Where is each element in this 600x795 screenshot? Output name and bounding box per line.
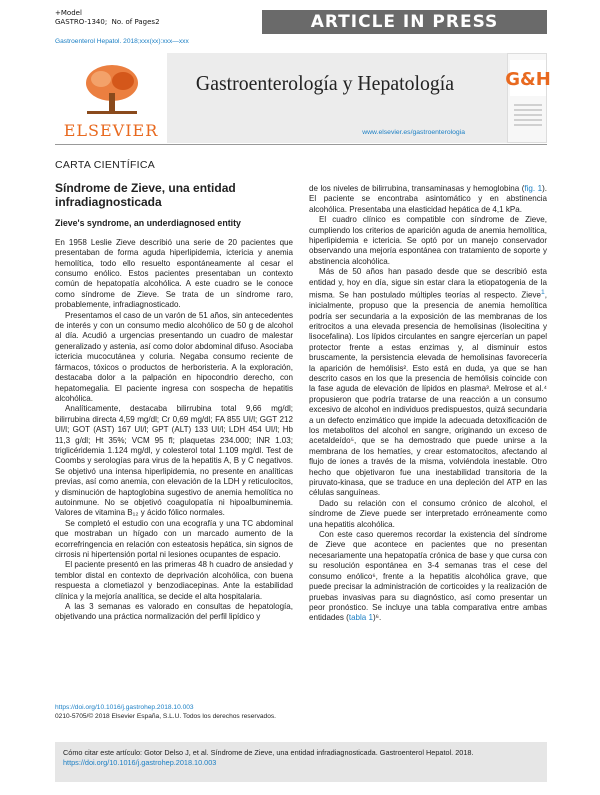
paragraph: Se completó el estudio con una ecografía y una TC abdominal que mostraban un hígado con un marcado aumento de la ecorrefringencia en relación con esteatosis hepática, sin signos de cirrosis ni hipertensión portal ni lesiones ocupantes de espacio. <box>55 518 293 559</box>
top-meta <box>55 9 160 26</box>
article-code: GASTRO-1340; <box>55 17 108 26</box>
gh-logo-icon <box>505 60 551 96</box>
paragraph: Con este caso queremos recordar la existencia del síndrome de Zieve que acontece en pacientes que no presentan necesariamente una hepatopatía crónica de base y que cursa con su resolución espontánea en 3-4 semanas tras el cese del consumo enólico⁶, frente a la hepatitis alcohólica grave, que puede precisar la administración de corticoides y la realización de pruebas invasivas para su diagnóstico, así como presentar un peor pronóstico. Se incluye una tabla comparativa entre ambas entidades (tabla 1)⁶. <box>309 530 547 623</box>
journal-cover <box>505 53 551 143</box>
article-in-press-banner: ARTICLE IN PRESS <box>262 10 547 34</box>
right-column <box>309 184 547 624</box>
table-link[interactable]: tabla 1 <box>348 613 373 623</box>
article-code-line <box>55 18 160 27</box>
journal-url[interactable]: www.elsevier.es/gastroenterologia <box>362 129 465 136</box>
footer <box>55 703 276 721</box>
paragraph: A las 3 semanas es valorado en consultas de hepatología, objetivando una práctica normalización del perfil lipídico y <box>55 602 293 622</box>
citation-text: Cómo citar este artículo: Gotor Delso J, et al. Síndrome de Zieve, una entidad infradiagnosticada. Gastroenterol Hepatol. 2018. <box>63 748 474 757</box>
paragraph: de los niveles de bilirrubina, transaminasas y hemoglobina (fig. 1). El paciente se encontraba asintomático y en abstinencia alcohólica. Presentaba una elasticidad hepática de 4,1 kPa. <box>309 184 547 214</box>
section-label: CARTA CIENTÍFICA <box>55 159 156 171</box>
elsevier-tree-icon <box>77 61 147 117</box>
citation-doi-link[interactable]: https://doi.org/10.1016/j.gastrohep.2018.10.003 <box>63 758 217 767</box>
paragraph: El cuadro clínico es compatible con síndrome de Zieve, cumpliendo los criterios de aparición aguda de anemia hemolítica, hiperlipidemia e ictericia. Se optó por un manejo conservador observando una mejoría espontánea con tratamiento de soporte y abstinencia alcohólica. <box>309 215 547 266</box>
publisher-name: ELSEVIER <box>63 121 159 140</box>
figure-link[interactable]: fig. 1 <box>524 184 543 193</box>
article-title: Síndrome de Zieve, una entidad infradiagnosticada <box>55 181 236 210</box>
paragraph: Más de 50 años han pasado desde que se describió esta entidad y, hoy en día, sigue sin estar clara la etiopatogenia de la misma. Se han postulado múltiples teorías al respecto. Zieve$^1$, inicialmente, propuso que la presencia de anemia hemolítica podría ser secundaria a la exposición de las membranas de los eritrocitos a una elevada presencia de hemolisinas (lisolecitina y lisocefalina). Los lípidos circulantes en sangre ejercerían un papel protector frente a estas enzimas y, al disminuir estos bruscamente, la persistencia elevada de hemolisinas favorecería la aparición de hemólisis². Esto está en duda, ya que se han descrito casos en los que la presencia de hemólisis coincide con la fase aguda de elevación de lípidos en plasma³. Melrose et al.⁴ propusieron que podría tratarse de una reacción a un consumo excesivo de alcohol en individuos predispuestos, quizá secundaria a un defecto enzimático que impide la adecuada detoxificación de los metabolitos del alcohol en sangre, originando un exceso de acetaldeído⁵, que se ha demostrado que puede unirse a la membrana de los hematíes, y crear estomatocitos, afectando al flujo de iones a través de la misma, volviéndola inestable. Otro hecho que objetivaron fue una inestabilidad transitoria de la piruvato-kinasa, que se traduce en una depleción del ATP en las células sanguíneas. <box>309 267 547 498</box>
journal-header <box>55 53 551 145</box>
left-column <box>55 160 293 623</box>
paragraph: Dado su relación con el consumo crónico de alcohol, el síndrome de Zieve puede ser interpretado erróneamente como una hepatitis alcohólica. <box>309 498 547 529</box>
gh-logo-text: G&H <box>505 69 551 90</box>
page-count: No. of Pages2 <box>111 17 160 26</box>
copyright: 0210-5705/© 2018 Elsevier España, S.L.U. Todos los derechos reservados. <box>55 713 276 720</box>
cover-decoration <box>514 104 542 129</box>
english-title: Zieve's syndrome, an underdiagnosed entity <box>55 218 241 229</box>
paragraph: El paciente presentó en las primeras 48 h cuadro de ansiedad y temblor distal en contexto de deprivación alcohólica, con buena respuesta a clometiazol y benzodiacepinas. Ante la estabilidad clínica y la mejoría analítica, se decide el alta hospitalaria. <box>55 560 293 601</box>
publisher-logo <box>55 53 167 143</box>
paragraph: En 1958 Leslie Zieve describió una serie de 20 pacientes que presentaban de forma aguda hiperlipidemia, ictericia y anemia hemolítica, todo ello resuelto espontáneamente al cesar el consumo enólico. Estos pacientes presentaban un contexto común de hepatopatía alcohólica. A este cuadro se le conoce como síndrome de Zieve. Se trata de un síndrome raro, probablemente, infradiagnosticado. <box>55 237 293 310</box>
doi-link[interactable]: https://doi.org/10.1016/j.gastrohep.2018.10.003 <box>55 704 194 711</box>
paragraph: Analíticamente, destacaba bilirrubina total 9,66 mg/dl; bilirrubina directa 4,59 mg/dl; Cr 0,69 mg/dl; FA 855 UI/l; GGT 212 UI/l; GOT (AST) 167 UI/l; GPT (ALT) 133 UI/l; LDH 454 UI/l; Hb 11,3 g/dl; Ht 35%; VCM 95 fl; plaquetas 234.000; INR 1.03; triglicéridemia 1.124 mg/dl, y colesterol total 1.109 mg/dl. Test de Coombs y serologías para virus de la hepatitis A, B y C negativos. Se objetivó una intensa hiperlipidemia, no presente en analíticas previas, así como anemia, con elevación de la LDH y reticulocitos, y disminución de haptoglobina sugestivo de anemia hemolítica no autoinmune. No se objetivó coagulopatía ni hipoalbuminemia. Valores de vitamina B₁₂ y ácido fólico normales. <box>55 404 293 518</box>
reference-link[interactable]: 1 <box>541 289 545 297</box>
model-label: +Model <box>55 9 82 17</box>
journal-reference[interactable]: Gastroenterol Hepatol. 2018;xxx(xx):xxx—xxx <box>55 38 189 45</box>
journal-title: Gastroenterología y Hepatología <box>195 71 455 95</box>
citation-box <box>55 742 547 782</box>
paragraph: Presentamos el caso de un varón de 51 años, sin antecedentes de interés y con un consumo medio alcohólico de 50 g de alcohol al día. Acudió a urgencias presentando un cuadro de malestar generalizado y astenia, así como dolor abdominal difuso. Asociaba ictericia mucocutánea y coluria. Negaba consumo reciente de fármacos, tóxicos o productos de herboristeria. A la exploración, destacaba dolor a la palpación en hipocondrio derecho, con hepatomegalia. El paciente ingresa con sospecha de hepatitis alcohólica. <box>55 310 293 403</box>
